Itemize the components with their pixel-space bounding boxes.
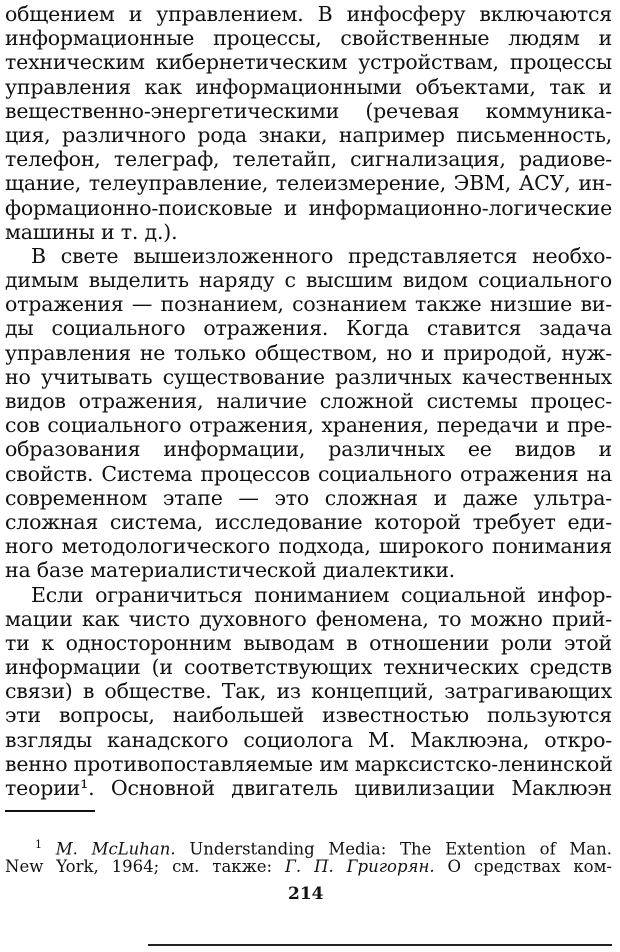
text-line: машины и т. д.). (5, 219, 178, 244)
text-line: образования информации, различных ее видов и (5, 437, 612, 462)
text-line: ция, различного рода знаки, например письменность, (5, 122, 612, 147)
text-line: теории¹. Основной двигатель цивилизации Маклюэн (5, 776, 612, 800)
footnote-line (5, 834, 612, 859)
footnote-title: Understanding Media: The Extention of Man. (189, 839, 612, 859)
text-line: сложная система, исследование которой требует еди- (5, 509, 612, 534)
text-line: мации как чисто духовного феномена, то можно прий- (5, 606, 612, 631)
text-line: видов отражения, наличие сложной системы процес- (5, 389, 612, 413)
text-line: управления как информационными объектами, так и (5, 74, 612, 99)
text-line: В свете вышеизложенного представляется необхо- (31, 243, 612, 268)
text-line: общением и управлением. В инфосферу включаются (5, 2, 612, 26)
text-line: димым выделить наряду с высшим видом социального (5, 268, 612, 293)
text-line: информационные процессы, свойственные людям и (5, 26, 612, 51)
text-line: формационно-поисковые и информационно-логические (5, 195, 612, 220)
text-line: современном этапе — это сложная и даже ультра- (5, 485, 612, 510)
footnote-author: Г. П. Григорян. (285, 857, 435, 876)
text-line: управления не только обществом, но и природой, нуж- (5, 340, 612, 365)
text-line: ного методологического подхода, широкого понимания (5, 534, 612, 559)
text-line: ти к односторонним выводам в отношении роли этой (5, 630, 612, 655)
text-line: эти вопросы, наибольшей известностью пользуются (5, 703, 612, 728)
footnote-divider (5, 810, 95, 812)
text-line: на базе материалистической диалектики. (5, 558, 455, 583)
text-line: Если ограничиться пониманием социальной инфор- (31, 582, 612, 607)
page-edge-line (148, 944, 612, 946)
text-line: сов социального отражения, хранения, передачи и пре- (5, 413, 612, 438)
footnote (5, 834, 612, 878)
page-number: 214 (288, 884, 324, 904)
text-line: вещественно-энергетическими (речевая коммуника- (5, 98, 612, 123)
text-line: отражения — познанием, сознанием также низшие ви- (5, 292, 612, 317)
footnote-line (5, 856, 612, 878)
footnote-marker: 1 (35, 838, 42, 851)
text-line: но учитывать существование различных качественных (5, 364, 612, 389)
footnote-text: О средствах ком- (447, 857, 613, 876)
footnote-text: New York, 1964; см. также: (5, 857, 273, 876)
footnote-author: M. McLuhan. (55, 839, 176, 859)
text-line: техническим кибернетическим устройствам, процессы (5, 50, 612, 75)
text-line: телефон, телеграф, телетайп, сигнализация, радиове- (5, 147, 612, 172)
text-line: ды социального отражения. Когда ставится задача (5, 316, 612, 341)
text-line: щание, телеуправление, телеизмерение, ЭВМ, АСУ, ин- (5, 171, 612, 196)
text-line: взгляды канадского социолога М. Маклюэна, откро- (5, 727, 612, 752)
text-line: венно противопоставляемые им марксистско-ленинской (5, 751, 613, 776)
body-text (5, 2, 612, 800)
text-line: свойств. Система процессов социального отражения на (5, 461, 612, 486)
text-line: связи) в обществе. Так, из концепций, затрагивающих (5, 679, 612, 704)
text-line: информации (и соответствующих технических средств (5, 655, 612, 680)
